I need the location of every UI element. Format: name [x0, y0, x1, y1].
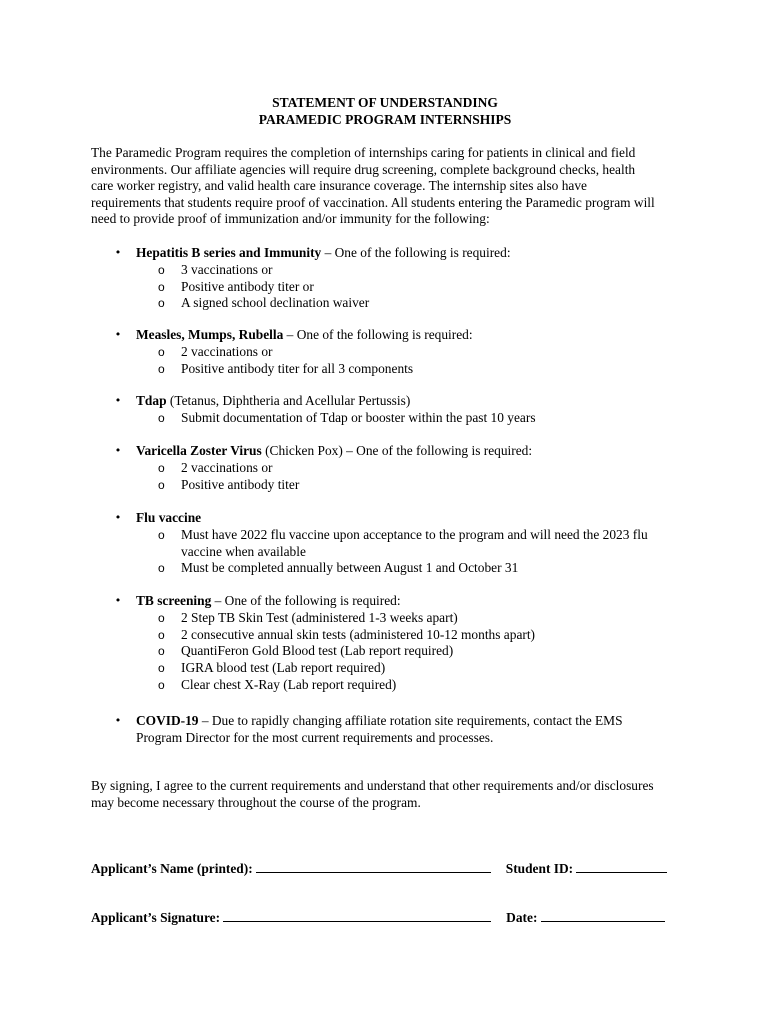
requirement-tdap: [0, 393, 770, 427]
sub-item-text: 2 Step TB Skin Test (administered 1-3 weeks apart): [181, 609, 458, 625]
requirement-heading-row: [0, 443, 770, 460]
intro-line: requirements that students require proof of vaccination. All students entering the Paramedic program will: [91, 194, 655, 210]
closing-line: may become necessary throughout the course of the program.: [91, 794, 421, 810]
requirement-varicella: [0, 443, 770, 493]
sub-bullet-icon: o: [158, 410, 165, 425]
title-line-1: STATEMENT OF UNDERSTANDING: [272, 95, 498, 110]
requirement-heading-row: [0, 593, 770, 610]
applicant-name-row: [91, 860, 691, 877]
sub-item: [0, 477, 770, 494]
closing-line: By signing, I agree to the current requirements and understand that other requirements and/or disclosures: [91, 778, 654, 793]
sub-item: [0, 344, 770, 361]
sub-bullet-icon: o: [158, 477, 165, 492]
sub-item-text: Clear chest X-Ray (Lab report required): [181, 676, 397, 692]
requirement-hepatitis-b: [0, 245, 770, 312]
requirement-description: – Due to rapidly changing affiliate rotation site requirements, contact the EMS: [198, 713, 623, 728]
intro-line: The Paramedic Program requires the completion of internships caring for patients in clinical and field: [91, 145, 636, 160]
requirement-description: (Tetanus, Diphtheria and Acellular Pertussis): [166, 393, 411, 408]
requirement-heading: TB screening: [136, 593, 212, 608]
requirement-heading-row: [0, 510, 770, 527]
bullet-icon: •: [114, 594, 122, 607]
sub-bullet-icon: o: [158, 279, 165, 294]
sub-item: [0, 527, 670, 561]
sub-item-text: A signed school declination waiver: [181, 295, 370, 311]
requirement-tb-screening: [0, 593, 770, 694]
sub-item-text: IGRA blood test (Lab report required): [181, 660, 386, 676]
date-label: Date:: [506, 910, 538, 925]
sub-item: [0, 262, 770, 279]
sub-item-text: Must have 2022 flu vaccine upon acceptance to the program and will need the 2023 flu vaccine when available: [181, 526, 648, 559]
sub-bullet-icon: o: [158, 361, 165, 376]
sub-item-text: Positive antibody titer: [181, 476, 300, 492]
sub-item: [0, 410, 770, 427]
sub-item-text: 2 vaccinations or: [181, 343, 273, 359]
bullet-icon: •: [114, 394, 122, 407]
sub-bullet-icon: o: [158, 644, 165, 659]
sub-item-text: 2 vaccinations or: [181, 459, 273, 475]
sub-bullet-icon: o: [158, 527, 165, 542]
sub-bullet-icon: o: [158, 561, 165, 576]
applicant-signature-field[interactable]: [223, 909, 491, 922]
sub-item-text: Submit documentation of Tdap or booster within the past 10 years: [181, 409, 536, 425]
applicant-signature-label: Applicant’s Signature:: [91, 910, 221, 925]
sub-bullet-icon: o: [158, 610, 165, 625]
requirement-heading-row: [0, 713, 770, 730]
requirement-heading-row: [0, 393, 770, 410]
bullet-icon: •: [114, 444, 122, 457]
sub-item-text: QuantiFeron Gold Blood test (Lab report required): [181, 643, 454, 659]
sub-item-text: Positive antibody titer for all 3 components: [181, 360, 414, 376]
bullet-icon: •: [114, 328, 122, 341]
sub-item: [0, 460, 770, 477]
sub-bullet-icon: o: [158, 627, 165, 642]
requirement-description: – One of the following is required:: [283, 327, 473, 342]
sub-item: [0, 677, 770, 694]
student-id-label: Student ID:: [505, 861, 574, 876]
applicant-signature-row: [91, 909, 691, 926]
sub-item: [0, 361, 770, 378]
bullet-icon: •: [114, 714, 122, 727]
document-title: [0, 94, 770, 128]
sub-item-text: Positive antibody titer or: [181, 278, 314, 294]
title-line-2: PARAMEDIC PROGRAM INTERNSHIPS: [258, 112, 512, 127]
bullet-icon: •: [114, 511, 122, 524]
requirement-heading: Flu vaccine: [136, 510, 202, 525]
sub-item-text: 2 consecutive annual skin tests (administered 10-12 months apart): [181, 626, 536, 642]
closing-paragraph: [91, 778, 691, 811]
intro-line: environments. Our affiliate agencies will require drug screening, complete background checks, health: [91, 161, 636, 177]
sub-item: [0, 295, 770, 312]
requirement-flu: [0, 510, 770, 577]
requirement-heading: Hepatitis B series and Immunity: [136, 245, 322, 260]
requirement-covid-19: [0, 713, 770, 747]
intro-paragraph: [91, 145, 691, 228]
sub-item-text: Must be completed annually between August 1 and October 31: [181, 560, 519, 576]
requirement-description: (Chicken Pox) – One of the following is required:: [261, 443, 533, 458]
sub-item: [0, 627, 770, 644]
intro-line: care worker registry, and valid health care insurance coverage. The internship sites also have: [91, 178, 587, 194]
requirement-heading-row: [0, 245, 770, 262]
requirement-heading: Varicella Zoster Virus: [136, 443, 262, 458]
requirement-description-continued: Program Director for the most current requirements and processes.: [136, 729, 494, 745]
requirement-heading: Measles, Mumps, Rubella: [136, 327, 284, 342]
sub-item: [0, 560, 770, 577]
requirement-description: – One of the following is required:: [321, 245, 511, 260]
sub-item: [0, 643, 770, 660]
requirement-description: – One of the following is required:: [211, 593, 401, 608]
sub-bullet-icon: o: [158, 296, 165, 311]
requirement-heading-row: [0, 327, 770, 344]
applicant-name-label: Applicant’s Name (printed):: [91, 861, 253, 876]
sub-bullet-icon: o: [158, 262, 165, 277]
sub-bullet-icon: o: [158, 661, 165, 676]
sub-bullet-icon: o: [158, 344, 165, 359]
requirement-heading: COVID-19: [136, 713, 199, 728]
sub-bullet-icon: o: [158, 677, 165, 692]
requirement-mmr: [0, 327, 770, 377]
sub-item-text: 3 vaccinations or: [181, 261, 273, 277]
intro-line: need to provide proof of immunization and/or immunity for the following:: [91, 211, 490, 227]
bullet-icon: •: [114, 246, 122, 259]
sub-bullet-icon: o: [158, 460, 165, 475]
sub-item: [0, 660, 770, 677]
sub-item: [0, 610, 770, 627]
requirement-heading: Tdap: [136, 393, 167, 408]
applicant-name-field[interactable]: [256, 860, 491, 873]
date-field[interactable]: [541, 909, 665, 922]
sub-item: [0, 279, 770, 296]
student-id-field[interactable]: [576, 860, 667, 873]
